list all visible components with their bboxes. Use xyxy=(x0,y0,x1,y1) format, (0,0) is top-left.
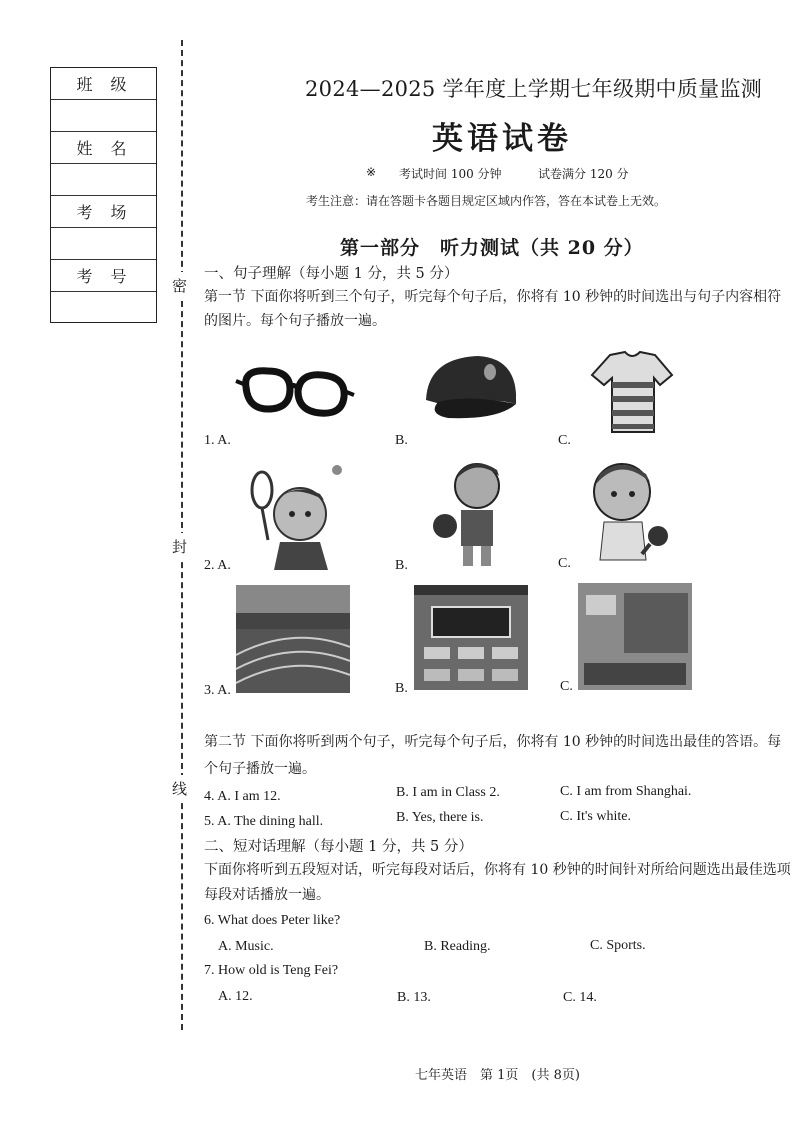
q5-option-c: C. It's white. xyxy=(560,809,631,824)
q2-option-c-label: C. xyxy=(558,556,571,571)
info-field-class[interactable] xyxy=(51,100,156,132)
q1-option-c-label: C. xyxy=(558,433,571,448)
q3-label: 3. A. xyxy=(204,683,231,698)
section-intro: 第二节 下面你将听到两个句子，听完每个句子后，你将有 10 秒钟的时间选出最佳的答语。每 xyxy=(204,734,782,750)
info-field-number[interactable] xyxy=(51,292,156,324)
picture-classroom xyxy=(414,585,528,690)
q6-question: 6. What does Peter like? xyxy=(204,913,341,928)
picture-playground xyxy=(236,585,350,693)
picture-striped-tshirt xyxy=(590,350,675,435)
q3-option-c-label: C. xyxy=(560,679,573,694)
q2-label: 2. A. xyxy=(204,558,231,573)
exam-subtitle: 英语试卷 xyxy=(432,121,572,157)
section-intro: 的图片。每个句子播放一遍。 xyxy=(204,313,386,329)
q5-option-b: B. Yes, there is. xyxy=(396,810,484,825)
exam-time: 考试时间 100 分钟 xyxy=(399,167,502,181)
q6-option-a: A. Music. xyxy=(218,939,274,954)
info-label-name: 姓名 xyxy=(51,132,156,164)
seal-char-mi: 密 xyxy=(172,272,187,299)
picture-cap xyxy=(418,350,528,425)
section-heading: 二、短对话理解（每小题 1 分，共 5 分） xyxy=(204,839,473,855)
exam-notice: 考生注意：请在答题卡各题目规定区域内作答，答在本试卷上无效。 xyxy=(306,194,667,208)
q7-option-c: C. 14. xyxy=(563,990,597,1005)
section-intro: 每段对话播放一遍。 xyxy=(204,887,330,903)
info-field-name[interactable] xyxy=(51,164,156,196)
page-footer: 七年英语 第 1页 (共 8页) xyxy=(415,1068,580,1083)
section-intro: 第一节 下面你将听到三个句子，听完每个句子后，你将有 10 秒钟的时间选出与句子内容相符 xyxy=(204,289,782,305)
picture-office-room xyxy=(578,583,692,690)
picture-boy-tennis xyxy=(240,462,350,570)
q7-option-b: B. 13. xyxy=(397,990,431,1005)
seal-char-feng: 封 xyxy=(172,533,187,560)
q4-option-a: 4. A. I am 12. xyxy=(204,789,281,804)
q4-option-c: C. I am from Shanghai. xyxy=(560,784,692,799)
q3-option-b-label: B. xyxy=(395,681,408,696)
picture-boy-pingpong xyxy=(580,460,680,570)
exam-score: 试卷满分 120 分 xyxy=(538,167,629,181)
info-label-class: 班级 xyxy=(51,68,156,100)
picture-boy-basketball xyxy=(425,460,525,572)
q1-label: 1. A. xyxy=(204,433,231,448)
picture-glasses xyxy=(228,347,358,447)
q5-option-a: 5. A. The dining hall. xyxy=(204,814,324,829)
q6-option-c: C. Sports. xyxy=(590,938,646,953)
exam-title: 2024—2025 学年度上学期七年级期中质量监测 xyxy=(305,77,763,101)
info-label-number: 考号 xyxy=(51,260,156,292)
q7-question: 7. How old is Teng Fei? xyxy=(204,963,339,978)
info-label-room: 考场 xyxy=(51,196,156,228)
header-mark: ※ xyxy=(366,165,377,179)
part-one-heading: 第一部分 听力测试（共 20 分） xyxy=(340,237,644,259)
q1-option-b-label: B. xyxy=(395,433,408,448)
q6-option-b: B. Reading. xyxy=(424,939,491,954)
student-info-table xyxy=(50,67,157,323)
section-heading: 一、句子理解（每小题 1 分，共 5 分） xyxy=(204,266,459,282)
q4-option-b: B. I am in Class 2. xyxy=(396,785,500,800)
seal-char-xian: 线 xyxy=(172,775,187,802)
q7-option-a: A. 12. xyxy=(218,989,253,1004)
section-intro: 下面你将听到五段短对话，听完每段对话后，你将有 10 秒钟的时间针对所给问题选出最佳选项 xyxy=(204,862,791,878)
q2-option-b-label: B. xyxy=(395,558,408,573)
section-intro: 个句子播放一遍。 xyxy=(204,761,316,777)
info-field-room[interactable] xyxy=(51,228,156,260)
